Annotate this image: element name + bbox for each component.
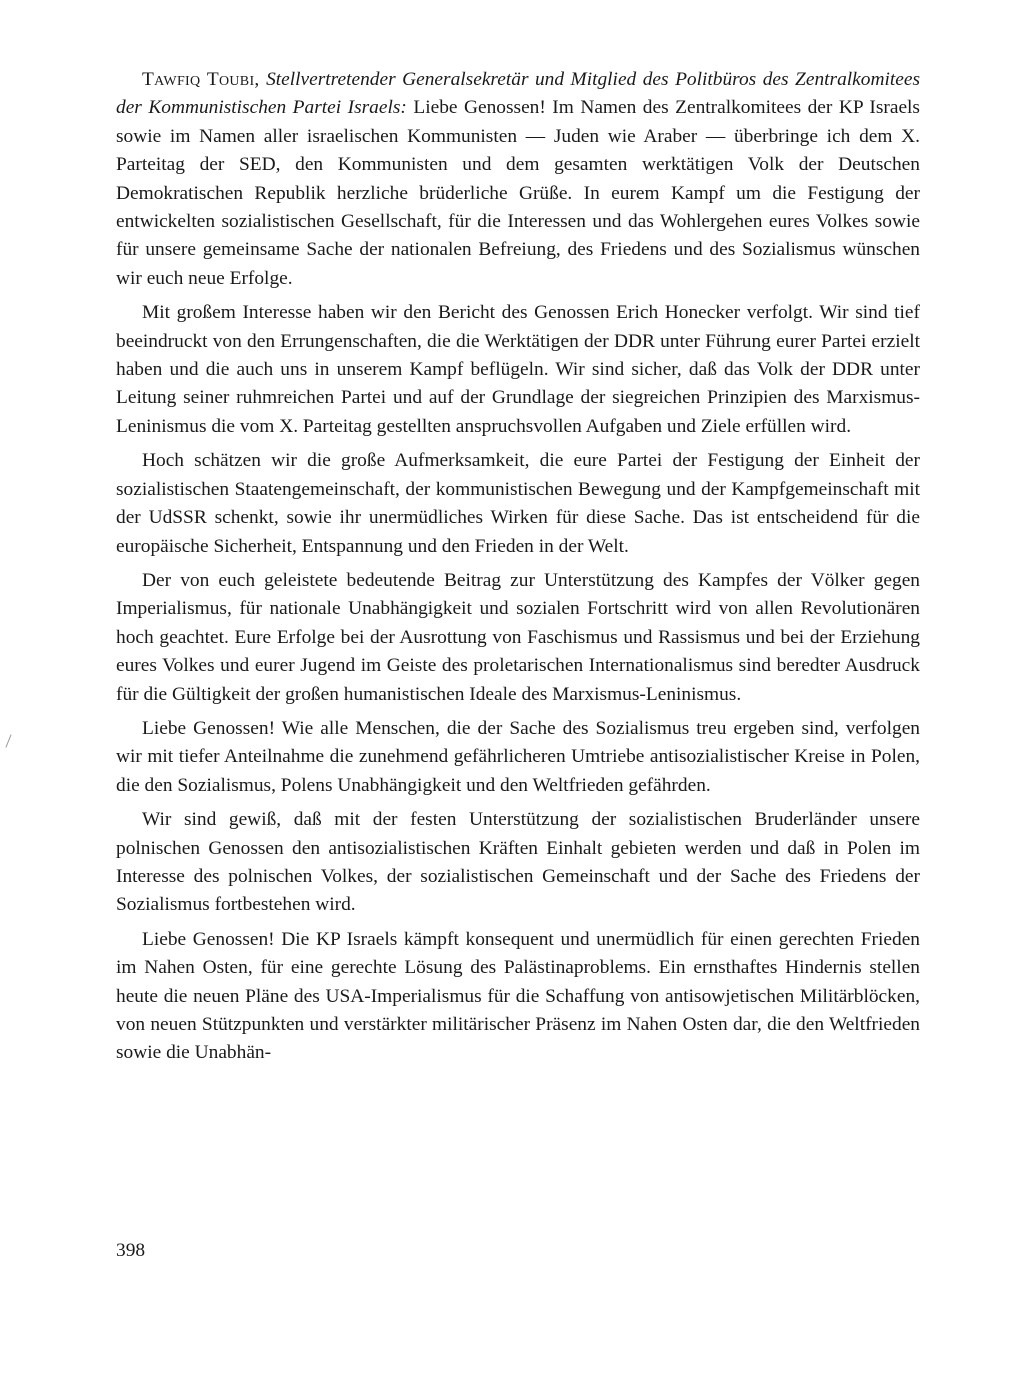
body-paragraph: Hoch schätzen wir die große Aufmerksamkeit, die eure Partei der Festigung der Einheit der sozialistischen Staatengemeinschaft, der kommunistischen Bewegung und der Kampfgemeinschaft mit der UdSSR schenkt, sowie ihr unermüdliches Wirken für diese Sache. Das ist entscheidend für die europäische Sicherheit, Entspannung und den Frieden in der Welt. <box>116 450 920 557</box>
speaker-name: Tawfiq Toubi, <box>142 69 260 90</box>
body-paragraph: Liebe Genossen! Wie alle Menschen, die der Sache des Sozialismus treu ergeben sind, verfolgen wir mit tiefer Anteilnahme die zunehmend gefährlicheren Umtriebe antisozialistischer Kreise in Polen, die den Sozialismus, Polens Unabhängigkeit und den Weltfrieden gefährden. <box>116 717 920 796</box>
page-number: 398 <box>116 1240 146 1261</box>
body-paragraph: Mit großem Interesse haben wir den Bericht des Genossen Erich Honecker verfolgt. Wir sind tief beeindruckt von den Errungenschaften, die die Werktätigen der DDR unter Führung eurer Partei erzielt haben und die auch uns in unserem Kampf beflügeln. Wir sind sicher, daß das Volk der DDR unter Leitung seiner ruhmreichen Partei und auf der Grundlage der siegreichen Prinzipien des Marxismus-Leninismus die vom X. Parteitag gestellten anspruchsvollen Aufgaben und Ziele erfüllen wird. <box>116 302 920 437</box>
opening-paragraph <box>116 66 920 293</box>
body-paragraph: Der von euch geleistete bedeutende Beitrag zur Unterstützung des Kampfes der Völker gegen Imperialismus, für nationale Unabhängigkeit und sozialen Fortschritt wird von allen Revolutionären hoch geachtet. Eure Erfolge bei der Ausrottung von Faschismus und Rassismus und bei der Erziehung eures Volkes und eurer Jugend im Geiste des proletarischen Internationalismus sind beredter Ausdruck für die Gültigkeit der großen humanistischen Ideale des Marxismus-Leninismus. <box>116 569 920 705</box>
body-paragraph: Wir sind gewiß, daß mit der festen Unterstützung der sozialistischen Bruderländer unsere polnischen Genossen den antisozialistischen Kräften Einhalt gebieten werden und daß in Polen im Interesse des polnischen Volkes, der sozialistischen Gemeinschaft und der Sache des Friedens der Sozialismus fortbestehen wird. <box>116 809 920 916</box>
speaker-role: Stellvertretender Generalsekretär und Mitglied des Politbüros des Zentralkomitees der Kommunistischen Partei Israels: <box>116 69 920 119</box>
margin-mark <box>5 734 11 747</box>
opening-text: Liebe Genossen! Im Namen des Zentralkomitees der KP Israels sowie im Namen aller israelischen Kommunisten — Juden wie Araber — überbringe ich dem X. Parteitag der SED, den Kommunisten und dem gesamten werktätigen Volk der Deutschen Demokratischen Republik herzliche brüderliche Grüße. In eurem Kampf um die Festigung der entwickelten sozialistischen Gesellschaft, für die Interessen und das Wohlergehen eures Volkes sowie für unsere gemeinsame Sache der nationalen Befreiung, des Friedens und des Sozialismus wünschen wir euch neue Erfolge. <box>116 97 920 289</box>
body-paragraph: Liebe Genossen! Die KP Israels kämpft konsequent und unermüdlich für einen gerechten Frieden im Nahen Osten, für eine gerechte Lösung des Palästinaproblems. Ein ernsthaftes Hindernis stellen heute die neuen Pläne des USA-Imperialismus für die Schaffung von antisowjetischen Militärblöcken, von neuen Stützpunkten und verstärkter militärischer Präsenz im Nahen Osten dar, die den Weltfrieden sowie die Unabhän- <box>116 928 920 1064</box>
speech-text <box>116 66 920 1074</box>
